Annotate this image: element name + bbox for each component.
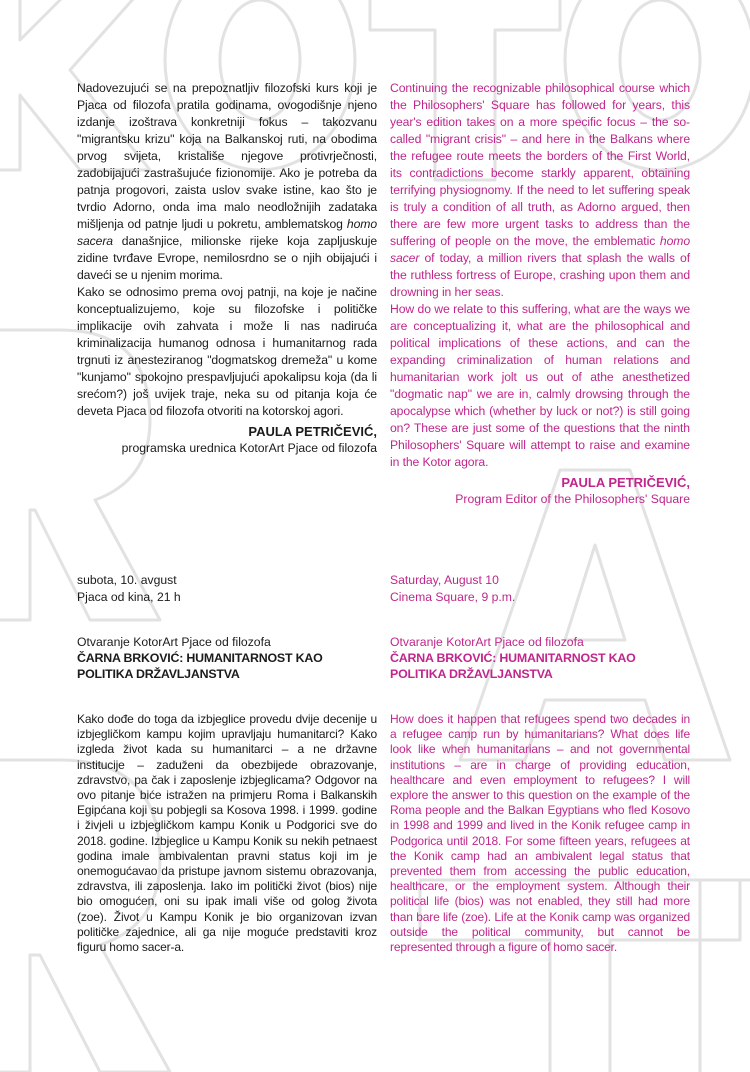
event-heading-me xyxy=(77,634,377,682)
intro-text-end-en: of today, a million rivers that splash the walls of the ruthless fortress of Europe, crashing upon them and drowning in her seas. xyxy=(390,251,690,299)
intro-column-me xyxy=(77,80,377,457)
event-abstract-me xyxy=(77,712,377,955)
intro-column-en xyxy=(390,80,690,508)
event-subtitle-en: Otvaranje KotorArt Pjace od filozofa xyxy=(390,635,584,649)
intro-italic-en: homo sacer xyxy=(390,234,690,265)
event-title-me: ČARNA BRKOVIĆ: HUMANITARNOST KAO POLITIKA DRŽAVLJANSTVA xyxy=(77,651,323,681)
intro-text-me: Nadovezujući se na prepoznatljiv filozofski kurs koji je Pjaca od filozofa pratila godinama, ovogodišnje njeno izdanje izoštrava konkretniji fokus – takozvanu "migrantsku krizu" koja na Balkanskoj ruti, na obodima prvog svijeta, kristališe njegove protivrječnosti, zadobijajući zastrašujuće fizionomije. Ako je potreba da patnja progovori, zaista uslov svake istine, kao što je tvrdio Adorno, onda ima malo neodložnijih zadataka mišljenja od patnje ljudi u pokretu, amblematskog xyxy=(77,81,377,231)
event-title-en: ČARNA BRKOVIĆ: HUMANITARNOST KAO POLITIKA DRŽAVLJANSTVA xyxy=(390,651,636,681)
intro-italic-me: homo sacera xyxy=(77,217,377,248)
event-abstract-en xyxy=(390,712,690,955)
event-date-en: Saturday, August 10 xyxy=(390,573,499,587)
signature-role-me: programska urednica KotorArt Pjace od filozofa xyxy=(121,441,377,455)
signature-role-en: Program Editor of the Philosophers' Square xyxy=(455,492,690,506)
intro-text-en: Continuing the recognizable philosophical course which the Philosophers' Square has followed for years, this year's edition takes on a more specific focus – the so-called "migrant crisis" – and here in the Balkans where the refugee route meets the borders of the First World, its contradictions become starkly apparent, obtaining terrifying physiognomy. If the need to let suffering speak is truly a condition of all truth, as Adorno argued, then there are few more urgent tasks to address than the suffering of people on the move, the emblematic xyxy=(390,81,690,248)
signature-name-en: PAULA PETRIČEVIĆ, xyxy=(561,475,690,490)
event-subtitle-me: Otvaranje KotorArt Pjace od filozofa xyxy=(77,635,271,649)
abstract-text-me: Kako dođe do toga da izbjeglice provedu dvije decenije u izbjegličkom kampu kojim upravljaju humanitarci? Kako izgleda život kada su humanitarci – a ne državne institucije – zaduženi da obezbijede obrazovanje, zdravstvo, pa čak i zaposlenje izbjeglicama? Odgovor na ovo pitanje biće istražen na primjeru Roma i Balkanskih Egipćana koji su pobjegli sa Kosova 1998. i 1999. godine i živjeli u izbjegličkom kampu Konik u Podgorici sve do 2018. godine. Izbjeglice u Kampu Konik su nekih petnaest godina imale ambivalentan pravni status koji im je onemogućavao da pristupe javnom sistemu obrazovanja, zdravstva, ili zaposlenja. Iako im politički život (bios) nije bio omogućen, oni su ipak imali više od golog života (zoe). Život u Kampu Konik je bio organizovan izvan političke zajednice, ali ga nije moguće predstaviti kroz figuru homo sacer-a. xyxy=(77,712,377,955)
event-place-me: Pjaca od kina, 21 h xyxy=(77,590,181,604)
event-heading-en xyxy=(390,634,690,682)
intro-paragraph-1-en xyxy=(390,80,690,301)
event-datetime-en xyxy=(390,572,690,606)
intro-paragraph-1-me xyxy=(77,80,377,284)
event-datetime-me xyxy=(77,572,377,606)
event-date-me: subota, 10. avgust xyxy=(77,573,177,587)
intro-text-end-me: današnjice, milionske rijeke koja zapljuskuje zidine tvrđave Evrope, nemilosrdno se o njih obijajući i daveći se u njenim morima. xyxy=(77,234,377,282)
abstract-text-en: How does it happen that refugees spend two decades in a refugee camp run by humanitarians? What does life look like when humanitarians – and not governmental institutions – are in charge of providing education, healthcare and even employment to refugees? I will explore the answer to this question on the example of the Roma people and the Balkan Egyptians who fled Kosovo in 1998 and 1999 and lived in the Konik refugee camp in Podgorica until 2018. For some fifteen years, refugees at the Konik camp had an ambivalent legal status that prevented them from accessing the public education, healthcare, or the employment system. Although their political life (bios) was not enabled, they still had more than bare life (zoe). Life at the Konik camp was organized outside the political community, but cannot be represented through a figure of homo sacer. xyxy=(390,712,690,955)
signature-name-me: PAULA PETRIČEVIĆ, xyxy=(248,424,377,439)
event-place-en: Cinema Square, 9 p.m. xyxy=(390,590,516,604)
intro-paragraph-2-en: How do we relate to this suffering, what are the ways we are conceptualizing it, what are the philosophical and political implications of these actions, and can the expanding criminalization of human relations and humanitarian work jolt us out of athe anesthetized "dogmatic nap" we are in, calmly drowsing through the apocalypse which (whether by luck or not?) is still going on? These are just some of the questions that the ninth Philosophers' Square will attempt to raise and examine in the Kotor agora. xyxy=(390,302,690,469)
intro-paragraph-2-me: Kako se odnosimo prema ovoj patnji, na koje je načine konceptualizujemo, koje su filozofske i političke implikacije ovih zahvata i može li nas nadiruća kriminalizacija humanog odnosa i humanitarnog rada trgnuti iz anesteziranog "dogmatskog dremeža" u kome "kunjamo" spokojno prespavljujući apokalipsu koja (da li srećom?) još uvijek traje, neka su od pitanja koja će deveta Pjaca od filozofa otvoriti na kotorskoj agori. xyxy=(77,285,377,418)
